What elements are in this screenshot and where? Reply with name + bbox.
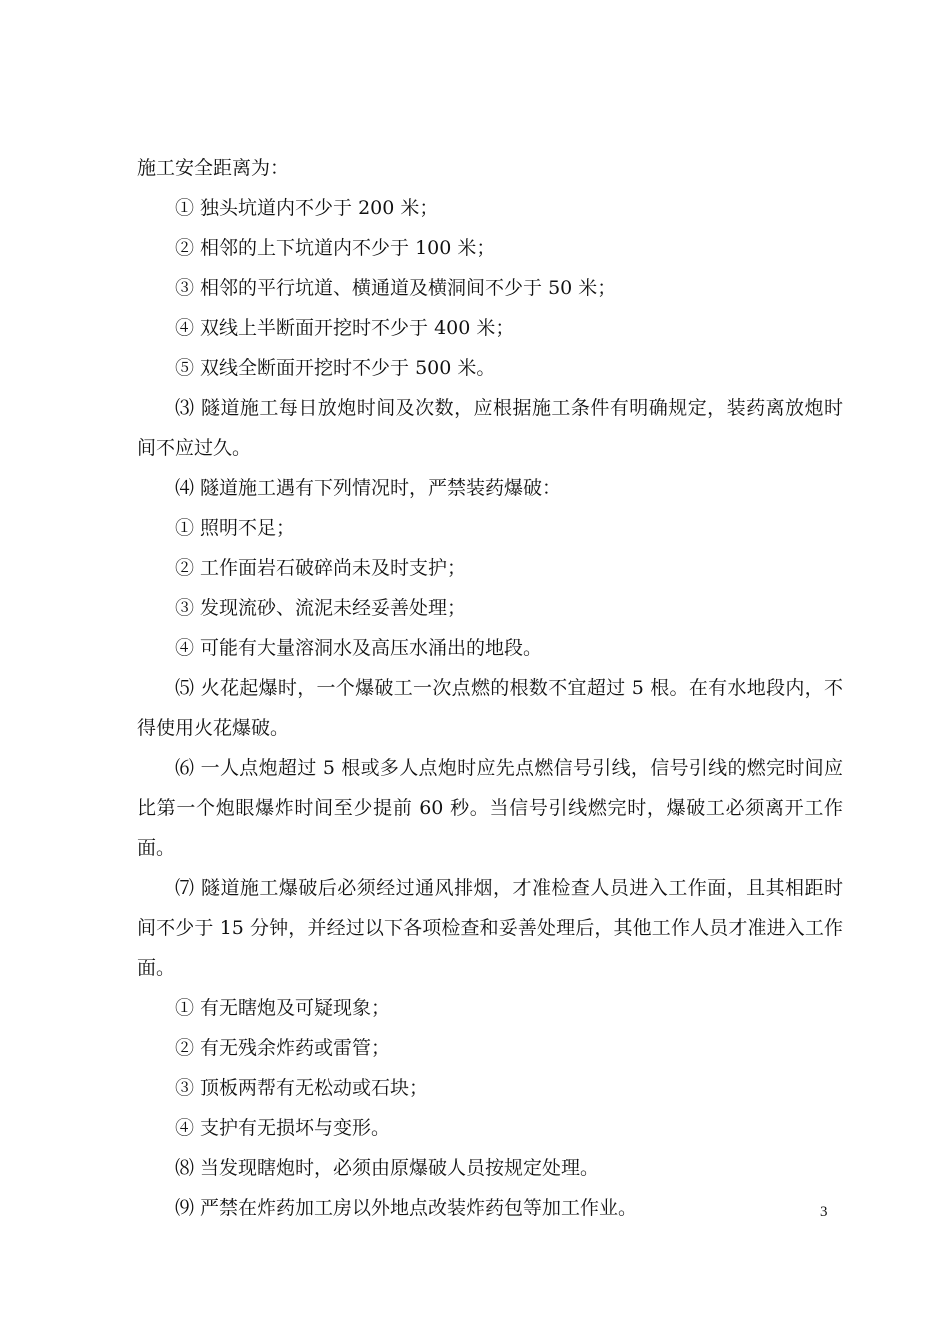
list-item: ④ 双线上半断面开挖时不少于 400 米； [175,317,515,339]
list-item: ① 独头坑道内不少于 200 米； [175,197,439,219]
paragraph-3: ⑶ 隧道施工每日放炮时间及次数，应根据施工条件有明确规定，装药离放炮时间不应过久。 [137,397,843,459]
paragraph-6: ⑹ 一人点炮超过 5 根或多人点炮时应先点燃信号引线，信号引线的燃完时间应比第一个炮眼爆炸时间至少提前 60 秒。当信号引线燃完时，爆破工必须离开工作面。 [137,757,843,859]
list-item: ② 工作面岩石破碎尚未及时支护； [175,557,467,579]
paragraph-5: ⑸ 火花起爆时，一个爆破工一次点燃的根数不宜超过 5 根。在有水地段内，不得使用火花爆破。 [137,677,843,739]
document-body [137,148,843,1228]
list-item: ② 相邻的上下坑道内不少于 100 米； [175,237,496,259]
list-item: ④ 支护有无损坏与变形。 [175,1117,391,1139]
paragraph-9: ⑼ 严禁在炸药加工房以外地点改装炸药包等加工作业。 [175,1197,638,1219]
list-item: ③ 顶板两帮有无松动或石块； [175,1077,429,1099]
list-item: ③ 发现流砂、流泥未经妥善处理； [175,597,467,619]
list-item: ② 有无残余炸药或雷管； [175,1037,391,1059]
paragraph-7: ⑺ 隧道施工爆破后必须经过通风排烟，才准检查人员进入工作面，且其相距时间不少于 15 分钟，并经过以下各项检查和妥善处理后，其他工作人员才准进入工作面。 [137,877,843,979]
paragraph-8: ⑻ 当发现瞎炮时，必须由原爆破人员按规定处理。 [175,1157,600,1179]
page-number: 3 [820,1204,828,1220]
list-item: ① 有无瞎炮及可疑现象； [175,997,391,1019]
list-item: ⑤ 双线全断面开挖时不少于 500 米。 [175,357,496,379]
list-item: ④ 可能有大量溶洞水及高压水涌出的地段。 [175,637,543,659]
list-item: ③ 相邻的平行坑道、横通道及横洞间不少于 50 米； [175,277,617,299]
paragraph-4: ⑷ 隧道施工遇有下列情况时，严禁装药爆破： [175,477,562,499]
list-item: ① 照明不足； [175,517,296,539]
paragraph-intro: 施工安全距离为： [137,157,290,179]
